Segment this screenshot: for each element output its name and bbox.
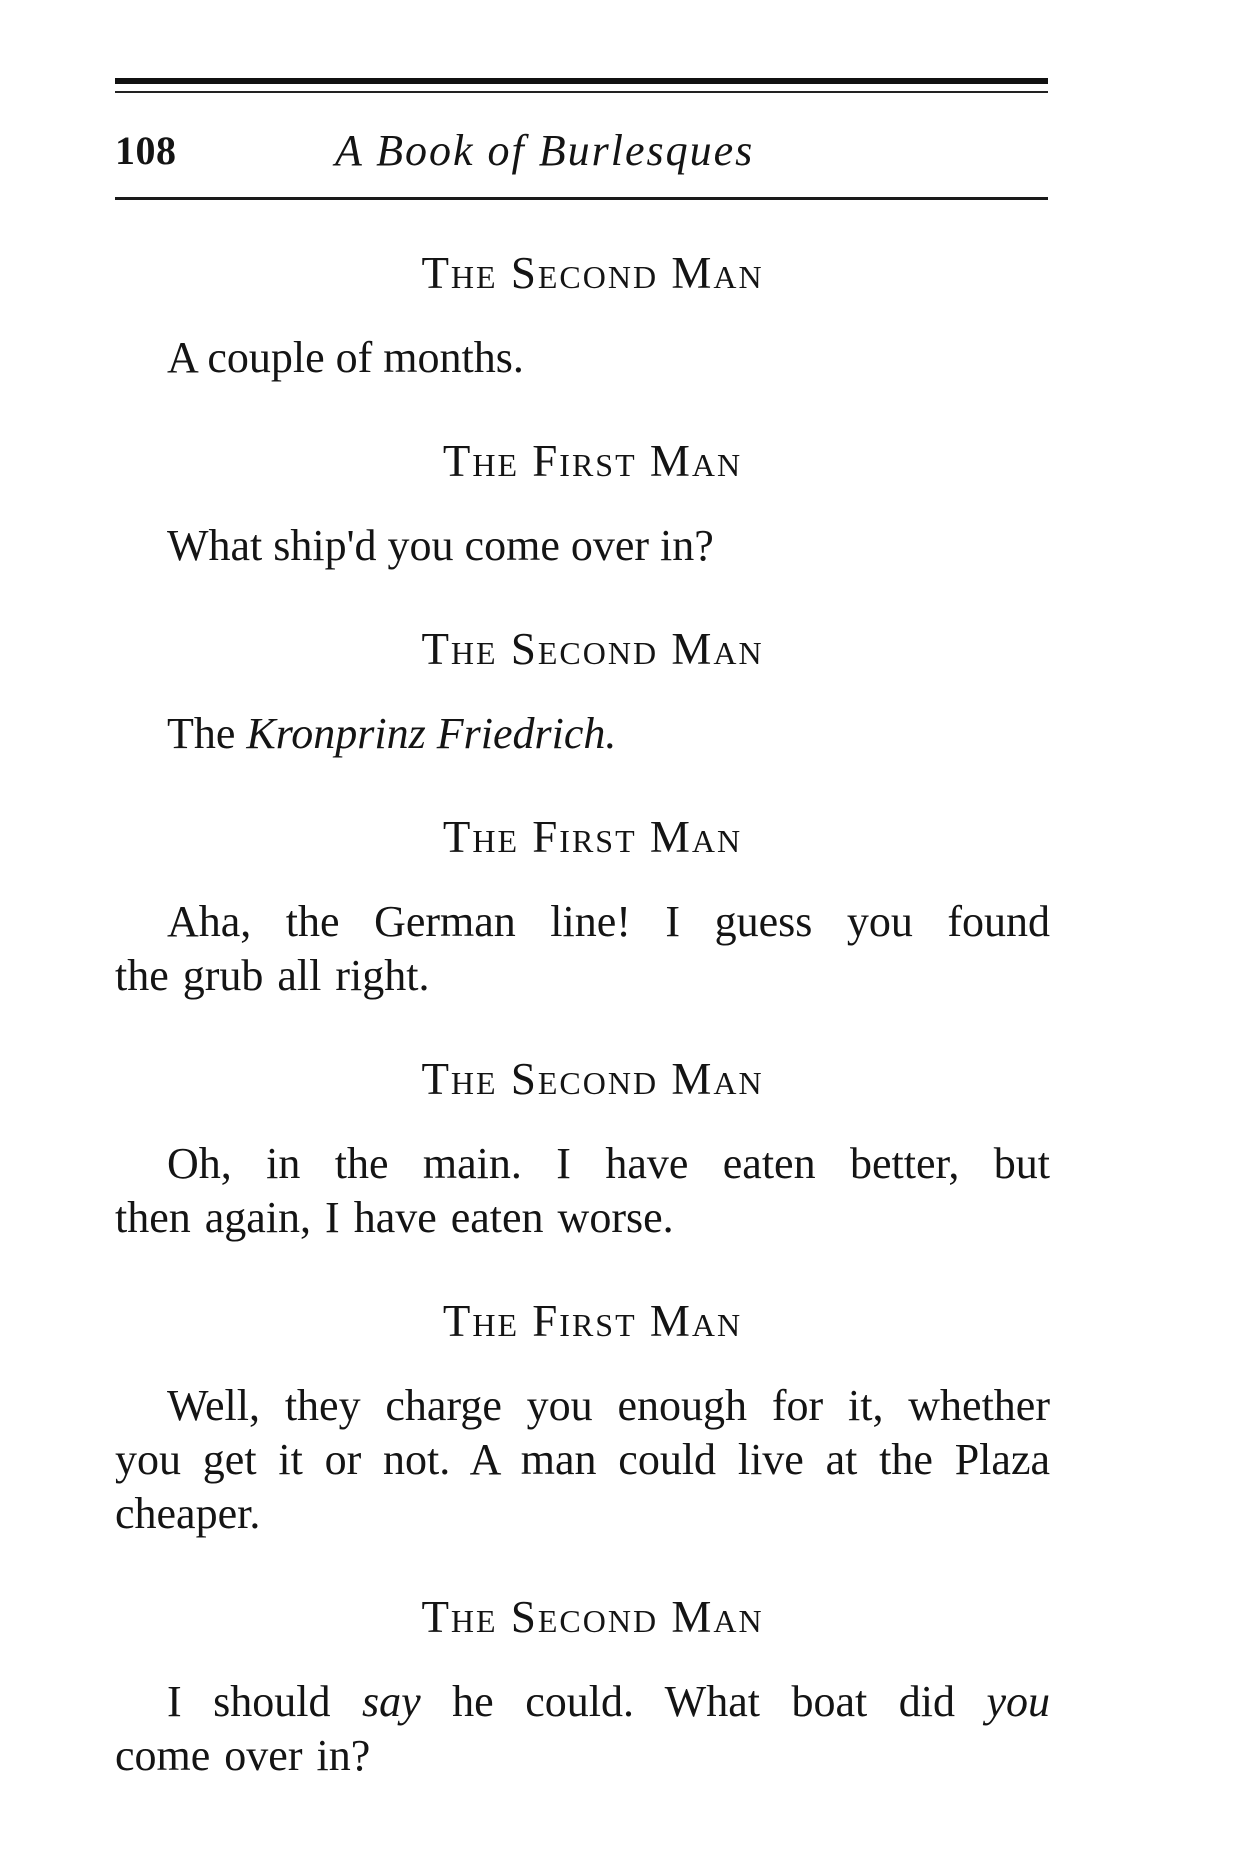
speech-line: cheaper.	[115, 1489, 261, 1538]
speech-line: come over in?	[115, 1731, 371, 1780]
speech-line: then again, I have eaten worse.	[115, 1193, 674, 1242]
speech-line: Aha, the German line! I guess you found	[167, 897, 1050, 946]
running-title: A Book of Burlesques	[335, 126, 755, 175]
speech-line: the grub all right.	[115, 951, 430, 1000]
speaker-heading: The Second Man	[421, 1054, 764, 1104]
emphasis-italic: say	[362, 1677, 421, 1726]
speaker-heading: The Second Man	[421, 248, 764, 298]
speech-paragraph	[115, 1675, 1050, 1783]
speech-line: Oh, in the main. I have eaten better, but	[167, 1139, 1050, 1188]
speech-line: A couple of months.	[167, 333, 524, 382]
top-rule-thick	[115, 78, 1048, 84]
speech-paragraph	[115, 1379, 1050, 1541]
header-rule	[115, 197, 1048, 200]
ship-name-italic: Kronprinz Friedrich.	[246, 709, 617, 758]
speech-paragraph	[115, 895, 1050, 1003]
speaker-heading: The First Man	[442, 1296, 743, 1346]
speaker-heading: The Second Man	[421, 1592, 764, 1642]
speech-line	[115, 1675, 1050, 1729]
emphasis-italic: you	[986, 1677, 1050, 1726]
speech-paragraph	[115, 1137, 1050, 1245]
speaker-heading: The Second Man	[421, 624, 764, 674]
running-head	[115, 122, 1048, 180]
speaker-heading: The First Man	[442, 436, 743, 486]
speech-line: you get it or not. A man could live at the Plaza	[115, 1435, 1050, 1484]
speech-line: What ship'd you come over in?	[167, 521, 714, 570]
speech-text: I should	[167, 1677, 363, 1726]
speech-line: Well, they charge you enough for it, whether	[167, 1381, 1050, 1430]
speaker-heading: The First Man	[442, 812, 743, 862]
dialogue-text	[115, 245, 1050, 1831]
speech-line	[115, 707, 1050, 761]
speech-text: The	[167, 709, 247, 758]
speech-text: he could. What boat did	[420, 1677, 987, 1726]
top-rule-thin	[115, 91, 1048, 93]
page-number: 108	[115, 128, 177, 173]
